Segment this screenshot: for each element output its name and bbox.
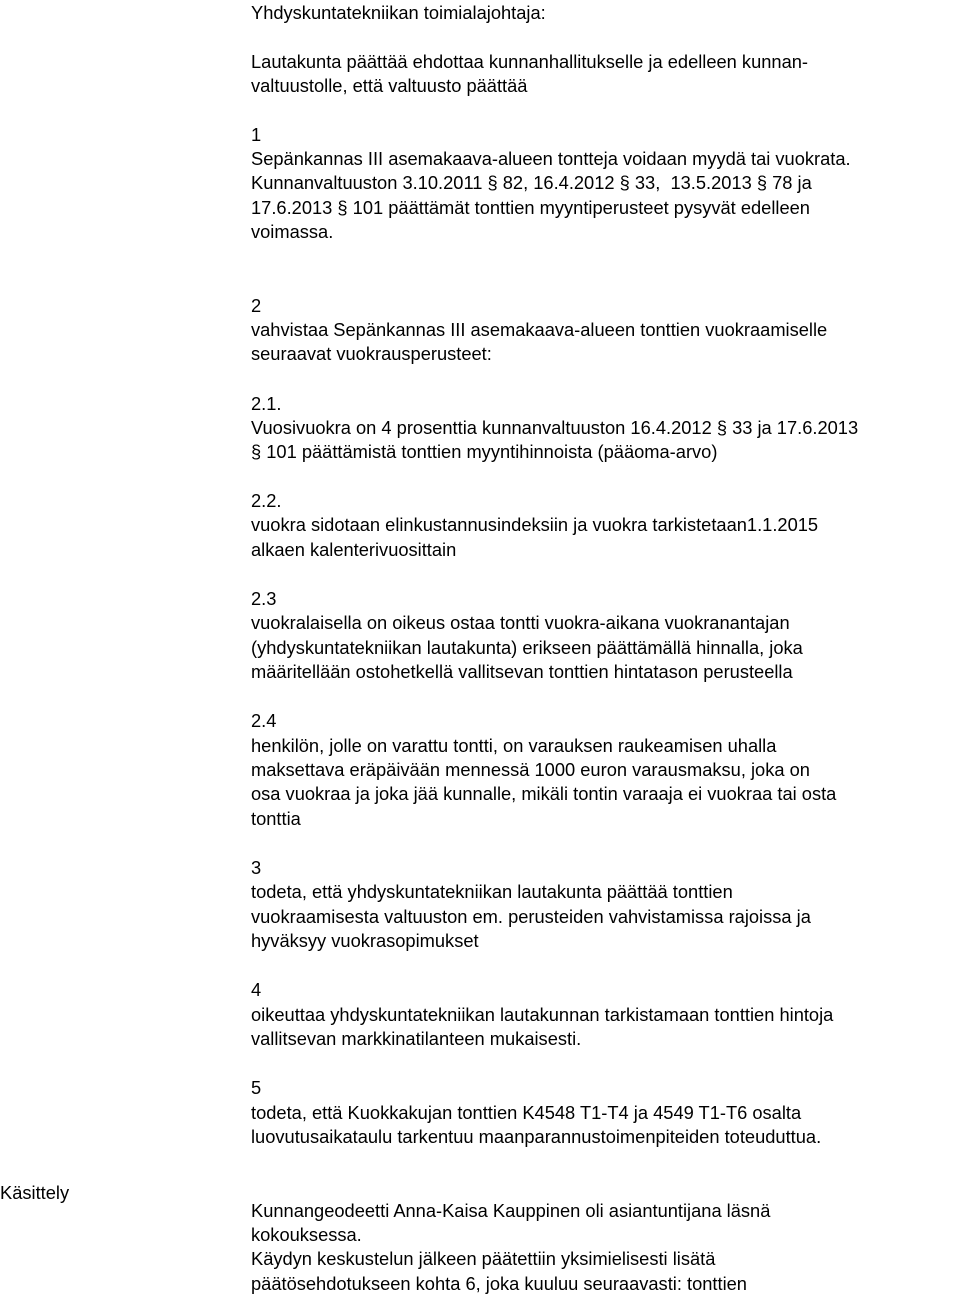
section-line: alkaen kalenterivuosittain	[251, 539, 457, 560]
section-number: 2.1.	[251, 393, 282, 414]
section-line: henkilön, jolle on varattu tontti, on varauksen raukeamisen uhalla	[251, 735, 777, 756]
kasittely-line: kokouksessa.	[251, 1224, 362, 1245]
kasittely-label: Käsittely	[0, 1182, 70, 1203]
page-heading: Yhdyskuntatekniikan toimialajohtaja:	[251, 2, 546, 23]
section-line: 17.6.2013 § 101 päättämät tonttien myyntiperusteet pysyvät edelleen	[251, 197, 810, 218]
section-line: tonttia	[251, 808, 301, 829]
section-number: 2	[251, 295, 262, 316]
section-line: seuraavat vuokrausperusteet:	[251, 343, 492, 364]
section-line: todeta, että yhdyskuntatekniikan lautakunta päättää tonttien	[251, 881, 733, 902]
section-line: § 101 päättämistä tonttien myyntihinnoista (pääoma-arvo)	[251, 441, 718, 462]
section-line: oikeuttaa yhdyskuntatekniikan lautakunnan tarkistamaan tonttien hintoja	[251, 1004, 834, 1025]
section-line: vuokra sidotaan elinkustannusindeksiin ja vuokra tarkistetaan1.1.2015	[251, 514, 819, 535]
section-line: maksettava eräpäivään mennessä 1000 euron varausmaksu, joka on	[251, 759, 810, 780]
section-line: hyväksyy vuokrasopimukset	[251, 930, 479, 951]
section-line: vuokraamisesta valtuuston em. perusteiden vahvistamissa rajoissa ja	[251, 906, 811, 927]
section-line: vuokralaisella on oikeus ostaa tontti vuokra-aikana vuokranantajan	[251, 612, 790, 633]
section-number: 4	[251, 979, 262, 1000]
kasittely-line: Käydyn keskustelun jälkeen päätettiin yksimielisesti lisätä	[251, 1248, 716, 1269]
section-line: Sepänkannas III asemakaava-alueen tontteja voidaan myydä tai vuokrata.	[251, 148, 851, 169]
section-line: Kunnanvaltuuston 3.10.2011 § 82, 16.4.2012 § 33, 13.5.2013 § 78 ja	[251, 172, 812, 193]
section-number: 5	[251, 1077, 262, 1098]
section-line: Vuosivuokra on 4 prosenttia kunnanvaltuuston 16.4.2012 § 33 ja 17.6.2013	[251, 417, 859, 438]
section-line: vahvistaa Sepänkannas III asemakaava-alueen tonttien vuokraamiselle	[251, 319, 828, 340]
section-line: (yhdyskuntatekniikan lautakunta) erikseen päättämällä hinnalla, joka	[251, 637, 803, 658]
section-line: osa vuokraa ja joka jää kunnalle, mikäli tontin varaaja ei vuokraa tai osta	[251, 783, 837, 804]
section-number: 2.3	[251, 588, 277, 609]
kasittely-line: päätösehdotukseen kohta 6, joka kuuluu seuraavasti: tonttien	[251, 1273, 747, 1294]
intro-line-2: valtuustolle, että valtuusto päättää	[251, 75, 528, 96]
section-line: määritellään ostohetkellä vallitsevan tonttien hintatason perusteella	[251, 661, 793, 682]
section-number: 2.4	[251, 710, 277, 731]
section-line: voimassa.	[251, 221, 334, 242]
section-number: 1	[251, 124, 262, 145]
kasittely-line: Kunnangeodeetti Anna-Kaisa Kauppinen oli asiantuntijana läsnä	[251, 1200, 771, 1221]
intro-line-1: Lautakunta päättää ehdottaa kunnanhallitukselle ja edelleen kunnan-	[251, 51, 808, 72]
section-line: luovutusaikataulu tarkentuu maanparannustoimenpiteiden toteuduttua.	[251, 1126, 822, 1147]
section-line: todeta, että Kuokkakujan tonttien K4548 T1-T4 ja 4549 T1-T6 osalta	[251, 1102, 802, 1123]
section-number: 3	[251, 857, 262, 878]
section-number: 2.2.	[251, 490, 282, 511]
section-line: vallitsevan markkinatilanteen mukaisesti.	[251, 1028, 582, 1049]
